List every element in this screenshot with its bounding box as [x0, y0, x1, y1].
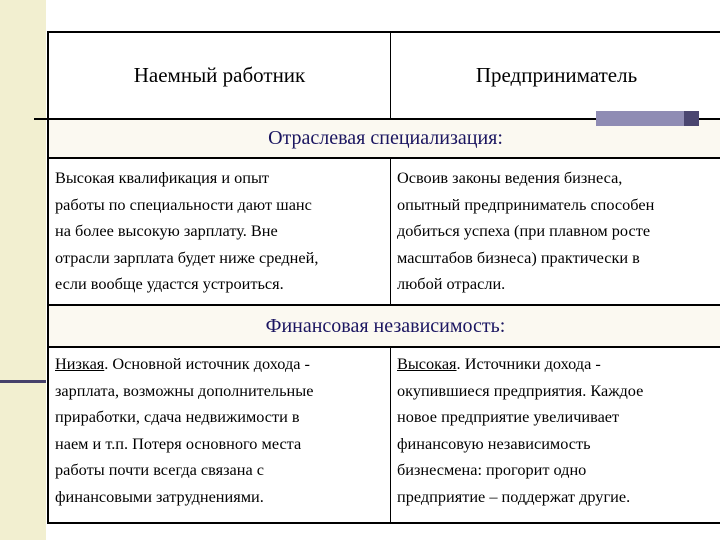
text-line — [55, 351, 384, 378]
text-line: отрасли зарплата будет ниже средней, — [55, 247, 319, 267]
text-line: приработки, сдача недвижимости в — [55, 407, 300, 427]
text-line: любой отрасли. — [397, 274, 506, 294]
keyword-high: Высокая — [397, 354, 457, 373]
specialization-entrepreneur-text — [391, 159, 720, 304]
text-line: бизнесмена: прогорит одно — [397, 460, 587, 480]
decorative-square — [684, 111, 699, 126]
text-line: новое предприятие увеличивает — [397, 407, 620, 427]
section-title-specialization: Отраслевая специализация: — [49, 120, 720, 157]
text-line: работы почти всегда связана с — [55, 460, 264, 480]
independence-employee-text — [49, 348, 390, 524]
text-line: опытный предприниматель способен — [397, 194, 655, 214]
header-employee: Наемный работник — [133, 63, 306, 87]
text-line: Освоив законы ведения бизнеса, — [397, 168, 623, 187]
text-line: финансовыми затруднениями. — [55, 486, 264, 506]
comparison-table — [47, 31, 720, 524]
text-fragment: . Основной источник дохода - — [104, 354, 310, 373]
header-column-divider — [390, 33, 391, 118]
header-entrepreneur: Предприниматель — [475, 63, 638, 87]
text-line: на более высокую зарплату. Вне — [55, 221, 278, 241]
text-line: если вообще удастся устроиться. — [55, 274, 284, 294]
text-line: предприятие – поддержат другие. — [397, 486, 631, 506]
text-line: работы по специальности дают шанс — [55, 194, 312, 214]
section2-column-divider — [390, 348, 391, 524]
text-line: добиться успеха (при плавном росте — [397, 221, 651, 241]
left-sidebar-panel — [0, 0, 46, 540]
text-line: масштабов бизнеса) практически в — [397, 247, 640, 267]
section1-column-divider — [390, 159, 391, 304]
sidebar-divider — [0, 380, 46, 383]
section-title-independence: Финансовая независимость: — [49, 306, 720, 346]
text-line: окупившиеся предприятия. Каждое — [397, 380, 644, 400]
text-line: наем и т.п. Потеря основного места — [55, 433, 302, 453]
text-line: зарплата, возможны дополнительные — [55, 380, 314, 400]
text-line: финансовую независимость — [397, 433, 591, 453]
decorative-bar — [596, 111, 684, 126]
keyword-low: Низкая — [55, 354, 105, 373]
independence-entrepreneur-text — [391, 348, 720, 524]
text-line: Высокая квалификация и опыт — [55, 168, 270, 187]
specialization-employee-text — [49, 159, 390, 304]
text-fragment: . Источники дохода - — [456, 354, 601, 373]
text-line — [397, 351, 716, 378]
